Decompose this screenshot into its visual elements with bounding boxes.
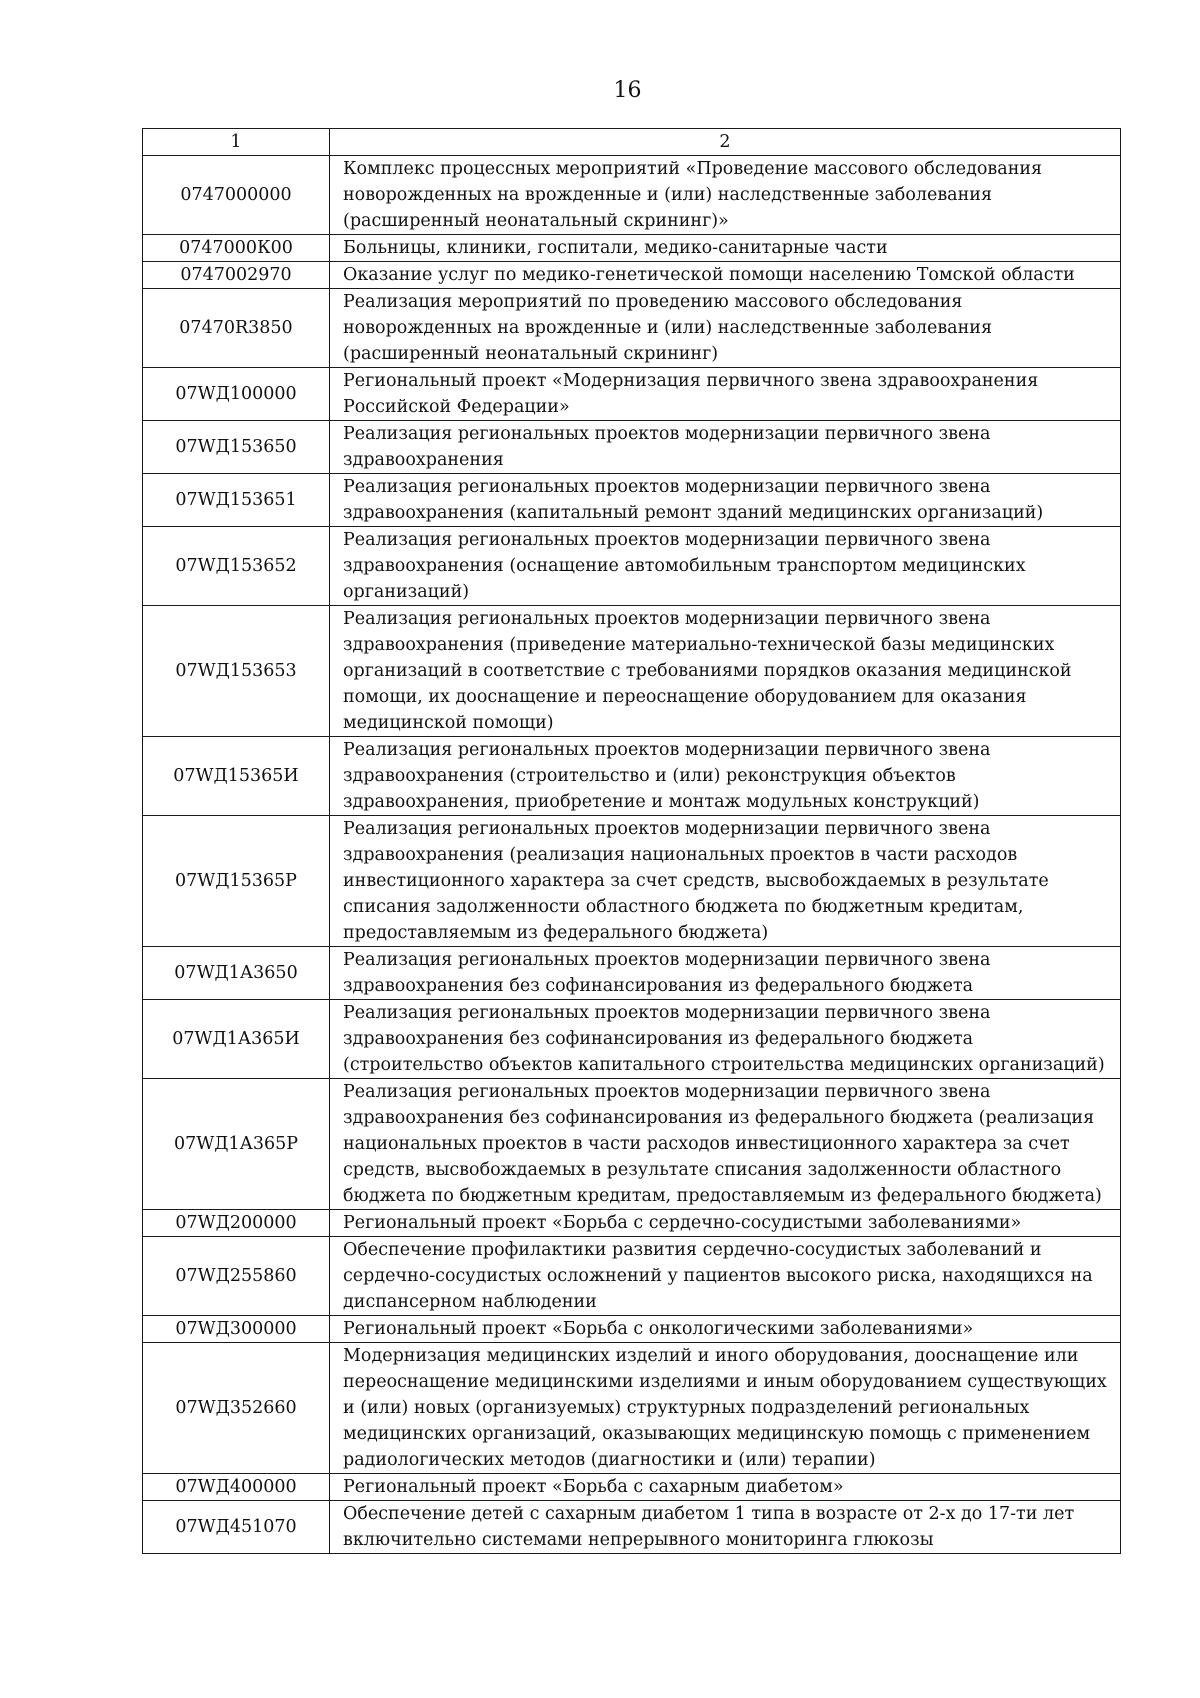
row-name-cell: Реализация мероприятий по проведению массового обследования новорожденных на врожденные и (или) наследственные заболевания (расширенный неонатальный скрининг): [330, 289, 1121, 368]
table-row: [143, 368, 1121, 421]
row-code-cell: 07WД400000: [143, 1474, 330, 1501]
table-row: [143, 737, 1121, 816]
row-name-cell: Оказание услуг по медико-генетической помощи населению Томской области: [330, 262, 1121, 289]
budget-classification-table: [142, 128, 1121, 1554]
row-name-cell: Реализация региональных проектов модернизации первичного звена здравоохранения (приведение материально-технической базы медицинских организаций в соответствие с требованиями порядков оказания медицинской помощи, их дооснащение и переоснащение оборудованием для оказания медицинской помощи): [330, 606, 1121, 737]
row-name-cell: Модернизация медицинских изделий и иного оборудования, дооснащение или переоснащение медицинскими изделиями и иным оборудованием существующих и (или) новых (организуемых) структурных подразделений региональных медицинских организаций, оказывающих медицинскую помощь с применением радиологических методов (диагностики и (или) терапии): [330, 1343, 1121, 1474]
row-code-cell: 07WД153650: [143, 421, 330, 474]
table-row: [143, 1343, 1121, 1474]
table-row: [143, 1316, 1121, 1343]
column-header-code: 1: [143, 129, 330, 156]
row-name-cell: Больницы, клиники, госпитали, медико-санитарные части: [330, 235, 1121, 262]
row-code-cell: 07WД255860: [143, 1237, 330, 1316]
table-row: [143, 1474, 1121, 1501]
table-row: [143, 1237, 1121, 1316]
row-code-cell: 07WД15365И: [143, 737, 330, 816]
column-header-name: 2: [330, 129, 1121, 156]
row-code-cell: 07WД300000: [143, 1316, 330, 1343]
table-row: [143, 1210, 1121, 1237]
table-row: [143, 262, 1121, 289]
row-name-cell: Региональный проект «Борьба с сахарным диабетом»: [330, 1474, 1121, 1501]
table-row: [143, 1079, 1121, 1210]
row-code-cell: 07WД352660: [143, 1343, 330, 1474]
row-code-cell: 07WД15365Р: [143, 816, 330, 947]
table-row: [143, 947, 1121, 1000]
row-name-cell: Реализация региональных проектов модернизации первичного звена здравоохранения без софинансирования из федерального бюджета: [330, 947, 1121, 1000]
page-number: 16: [613, 78, 642, 103]
row-code-cell: 07WД1А3650: [143, 947, 330, 1000]
table-row: [143, 1501, 1121, 1554]
row-name-cell: Региональный проект «Модернизация первичного звена здравоохранения Российской Федерации»: [330, 368, 1121, 421]
row-name-cell: Комплекс процессных мероприятий «Проведение массового обследования новорожденных на врожденные и (или) наследственные заболевания (расширенный неонатальный скрининг)»: [330, 156, 1121, 235]
table-row: [143, 816, 1121, 947]
row-code-cell: 07WД1А365Р: [143, 1079, 330, 1210]
row-code-cell: 07WД451070: [143, 1501, 330, 1554]
row-code-cell: 0747002970: [143, 262, 330, 289]
table-row: [143, 289, 1121, 368]
row-code-cell: 07WД153653: [143, 606, 330, 737]
row-code-cell: 07WД153651: [143, 474, 330, 527]
row-name-cell: Реализация региональных проектов модернизации первичного звена здравоохранения (строительство и (или) реконструкция объектов здравоохранения, приобретение и монтаж модульных конструкций): [330, 737, 1121, 816]
row-code-cell: 0747000000: [143, 156, 330, 235]
table-body: [143, 156, 1121, 1554]
table-row: [143, 527, 1121, 606]
row-name-cell: Реализация региональных проектов модернизации первичного звена здравоохранения без софинансирования из федерального бюджета (реализация национальных проектов в части расходов инвестиционного характера за счет средств, высвобождаемых в результате списания задолженности областного бюджета по бюджетным кредитам, предоставляемым из федерального бюджета): [330, 1079, 1121, 1210]
row-name-cell: Обеспечение детей с сахарным диабетом 1 типа в возрасте от 2-х до 17-ти лет включительно системами непрерывного мониторинга глюкозы: [330, 1501, 1121, 1554]
row-name-cell: Реализация региональных проектов модернизации первичного звена здравоохранения (реализация национальных проектов в части расходов инвестиционного характера за счет средств, высвобождаемых в результате списания задолженности областного бюджета по бюджетным кредитам, предоставляемым из федерального бюджета): [330, 816, 1121, 947]
row-code-cell: 07WД100000: [143, 368, 330, 421]
row-name-cell: Региональный проект «Борьба с онкологическими заболеваниями»: [330, 1316, 1121, 1343]
table-row: [143, 421, 1121, 474]
row-code-cell: 07470R3850: [143, 289, 330, 368]
row-name-cell: Реализация региональных проектов модернизации первичного звена здравоохранения без софинансирования из федерального бюджета (строительство объектов капитального строительства медицинских организаций): [330, 1000, 1121, 1079]
row-name-cell: Реализация региональных проектов модернизации первичного звена здравоохранения: [330, 421, 1121, 474]
table-header-row: [143, 129, 1121, 156]
row-name-cell: Региональный проект «Борьба с сердечно-сосудистыми заболеваниями»: [330, 1210, 1121, 1237]
row-code-cell: 07WД200000: [143, 1210, 330, 1237]
row-code-cell: 0747000К00: [143, 235, 330, 262]
table-row: [143, 474, 1121, 527]
row-name-cell: Обеспечение профилактики развития сердечно-сосудистых заболеваний и сердечно-сосудистых осложнений у пациентов высокого риска, находящихся на диспансерном наблюдении: [330, 1237, 1121, 1316]
row-name-cell: Реализация региональных проектов модернизации первичного звена здравоохранения (оснащение автомобильным транспортом медицинских организаций): [330, 527, 1121, 606]
table-row: [143, 235, 1121, 262]
table-row: [143, 606, 1121, 737]
row-code-cell: 07WД1А365И: [143, 1000, 330, 1079]
row-name-cell: Реализация региональных проектов модернизации первичного звена здравоохранения (капитальный ремонт зданий медицинских организаций): [330, 474, 1121, 527]
row-code-cell: 07WД153652: [143, 527, 330, 606]
table-row: [143, 156, 1121, 235]
table-row: [143, 1000, 1121, 1079]
